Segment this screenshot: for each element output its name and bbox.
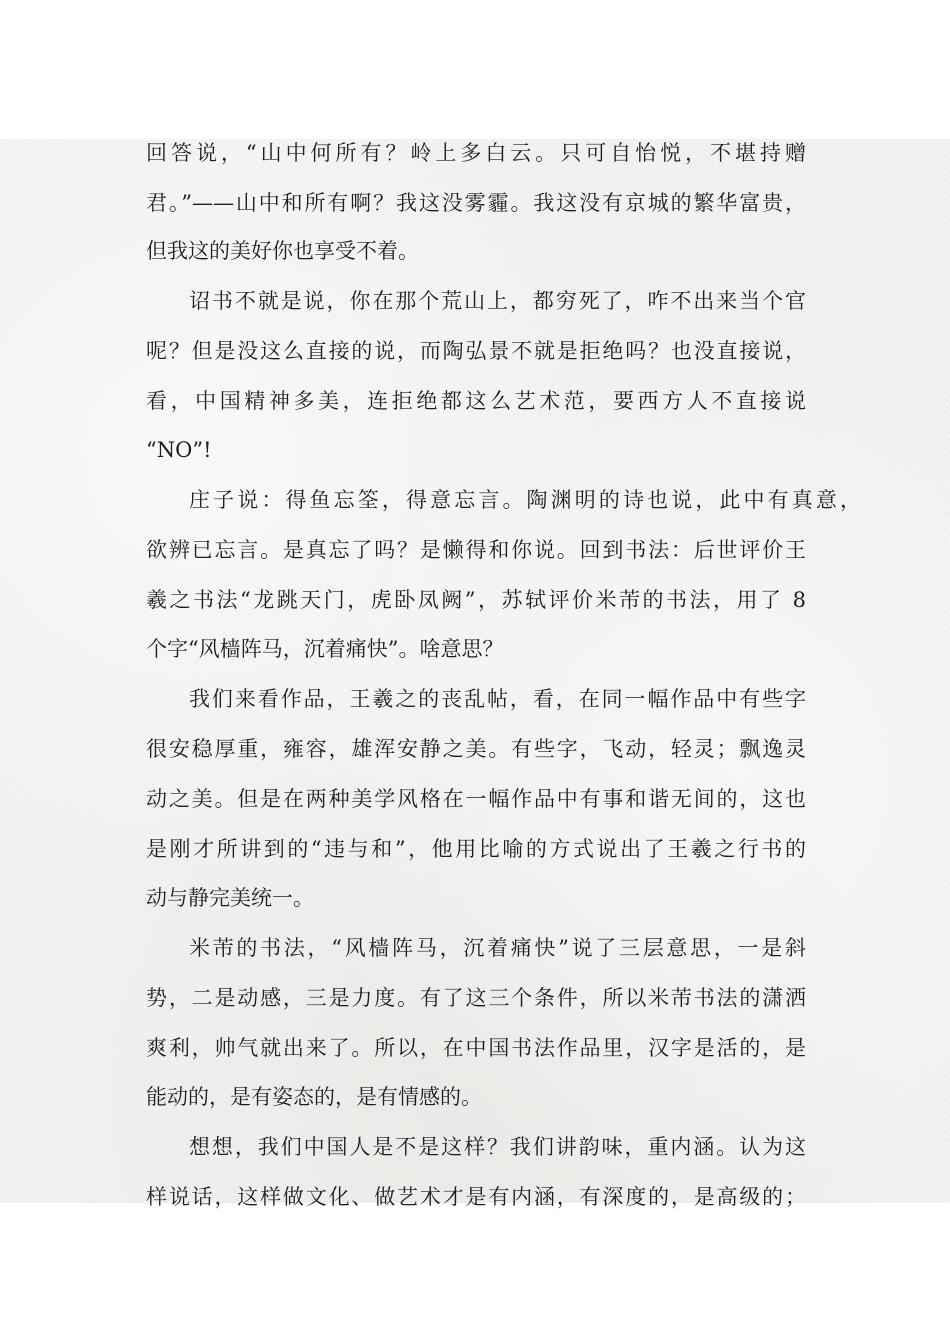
text-line-18: 势，二是动感，三是力度。有了这三个条件，所以米芾书法的潇洒 bbox=[146, 986, 806, 1010]
text-line-1: 回答说，“山中何所有？岭上多白云。只可自怡悦，不堪持赠 bbox=[146, 141, 806, 165]
text-line-11: 个字“风樯阵马，沉着痛快”。啥意思？ bbox=[146, 637, 504, 661]
text-line-10: 羲之书法“龙跳天门，虎卧凤阙”，苏轼评价米芾的书法，用了 8 bbox=[146, 588, 806, 612]
text-line-4: 诏书不就是说，你在那个荒山上，都穷死了，咋不出来当个官 bbox=[189, 289, 806, 313]
text-line-17: 米芾的书法，“风樯阵马，沉着痛快”说了三层意思，一是斜 bbox=[189, 936, 806, 960]
text-line-19: 爽利，帅气就出来了。所以，在中国书法作品里，汉字是活的，是 bbox=[146, 1036, 806, 1060]
text-line-20: 能动的，是有姿态的，是有情感的。 bbox=[146, 1085, 482, 1109]
text-line-3: 但我这的美好你也享受不着。 bbox=[146, 239, 419, 263]
text-line-12: 我们来看作品，王羲之的丧乱帖，看，在同一幅作品中有些字 bbox=[189, 687, 806, 711]
text-line-8: 庄子说：得鱼忘筌，得意忘言。陶渊明的诗也说，此中有真意， bbox=[189, 488, 861, 512]
text-line-16: 动与静完美统一。 bbox=[146, 886, 314, 910]
text-line-22: 样说话，这样做文化、做艺术才是有内涵，有深度的，是高级的； bbox=[146, 1185, 806, 1209]
text-line-21: 想想，我们中国人是不是这样？我们讲韵味，重内涵。认为这 bbox=[189, 1135, 806, 1159]
text-line-5: 呢？但是没这么直接的说，而陶弘景不就是拒绝吗？也没直接说， bbox=[146, 339, 806, 363]
text-line-6: 看，中国精神多美，连拒绝都这么艺术范，要西方人不直接说 bbox=[146, 389, 806, 413]
text-line-14: 动之美。但是在两种美学风格在一幅作品中有事和谐无间的，这也 bbox=[146, 787, 806, 811]
text-line-7: “NO”! bbox=[146, 438, 212, 462]
text-line-13: 很安稳厚重，雍容，雄浑安静之美。有些字，飞动，轻灵；飘逸灵 bbox=[146, 737, 806, 761]
text-line-2: 君。”——山中和所有啊？我这没雾霾。我这没有京城的繁华富贵， bbox=[146, 191, 806, 215]
text-line-15: 是刚才所讲到的“违与和”，他用比喻的方式说出了王羲之行书的 bbox=[146, 837, 806, 861]
text-line-9: 欲辨已忘言。是真忘了吗？是懒得和你说。回到书法：后世评价王 bbox=[146, 538, 806, 562]
